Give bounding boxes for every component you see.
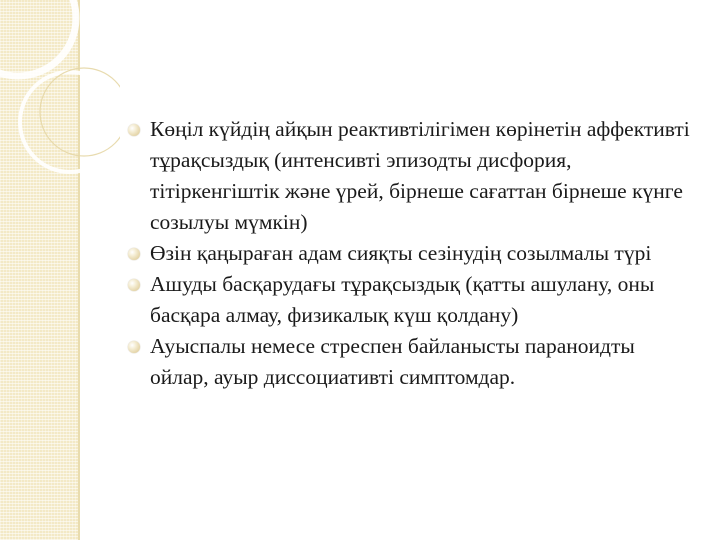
bullet-text: Ашуды басқарудағы тұрақсыздық (қатты ашулану, оны басқара алмау, физикалық күш қолдану) — [150, 272, 655, 327]
bullet-item — [128, 269, 698, 331]
bullet-item — [128, 238, 698, 269]
circle-bullet-icon — [128, 124, 140, 136]
circle-bullet-icon — [128, 248, 140, 260]
slide-content — [128, 114, 698, 393]
bullet-item — [128, 114, 698, 238]
bullet-text: Көңіл күйдің айқын реактивтілігімен көрінетін аффективті тұрақсыздық (интенсивті эпизодты дисфория, тітіркенгіштік және үрей, бірнеше сағаттан бірнеше күнге созылуы мүмкін) — [150, 117, 690, 234]
bullet-item — [128, 331, 698, 393]
circle-bullet-icon — [128, 279, 140, 291]
bullet-list — [128, 114, 698, 393]
bullet-text: Ауыспалы немесе стреспен байланысты параноидты ойлар, ауыр диссоциативті симптомдар. — [150, 334, 635, 389]
circle-bullet-icon — [128, 341, 140, 353]
bullet-text: Өзін қаңыраған адам сияқты сезінудің созылмалы түрі — [150, 241, 652, 265]
decorative-circles-icon — [0, 0, 120, 220]
